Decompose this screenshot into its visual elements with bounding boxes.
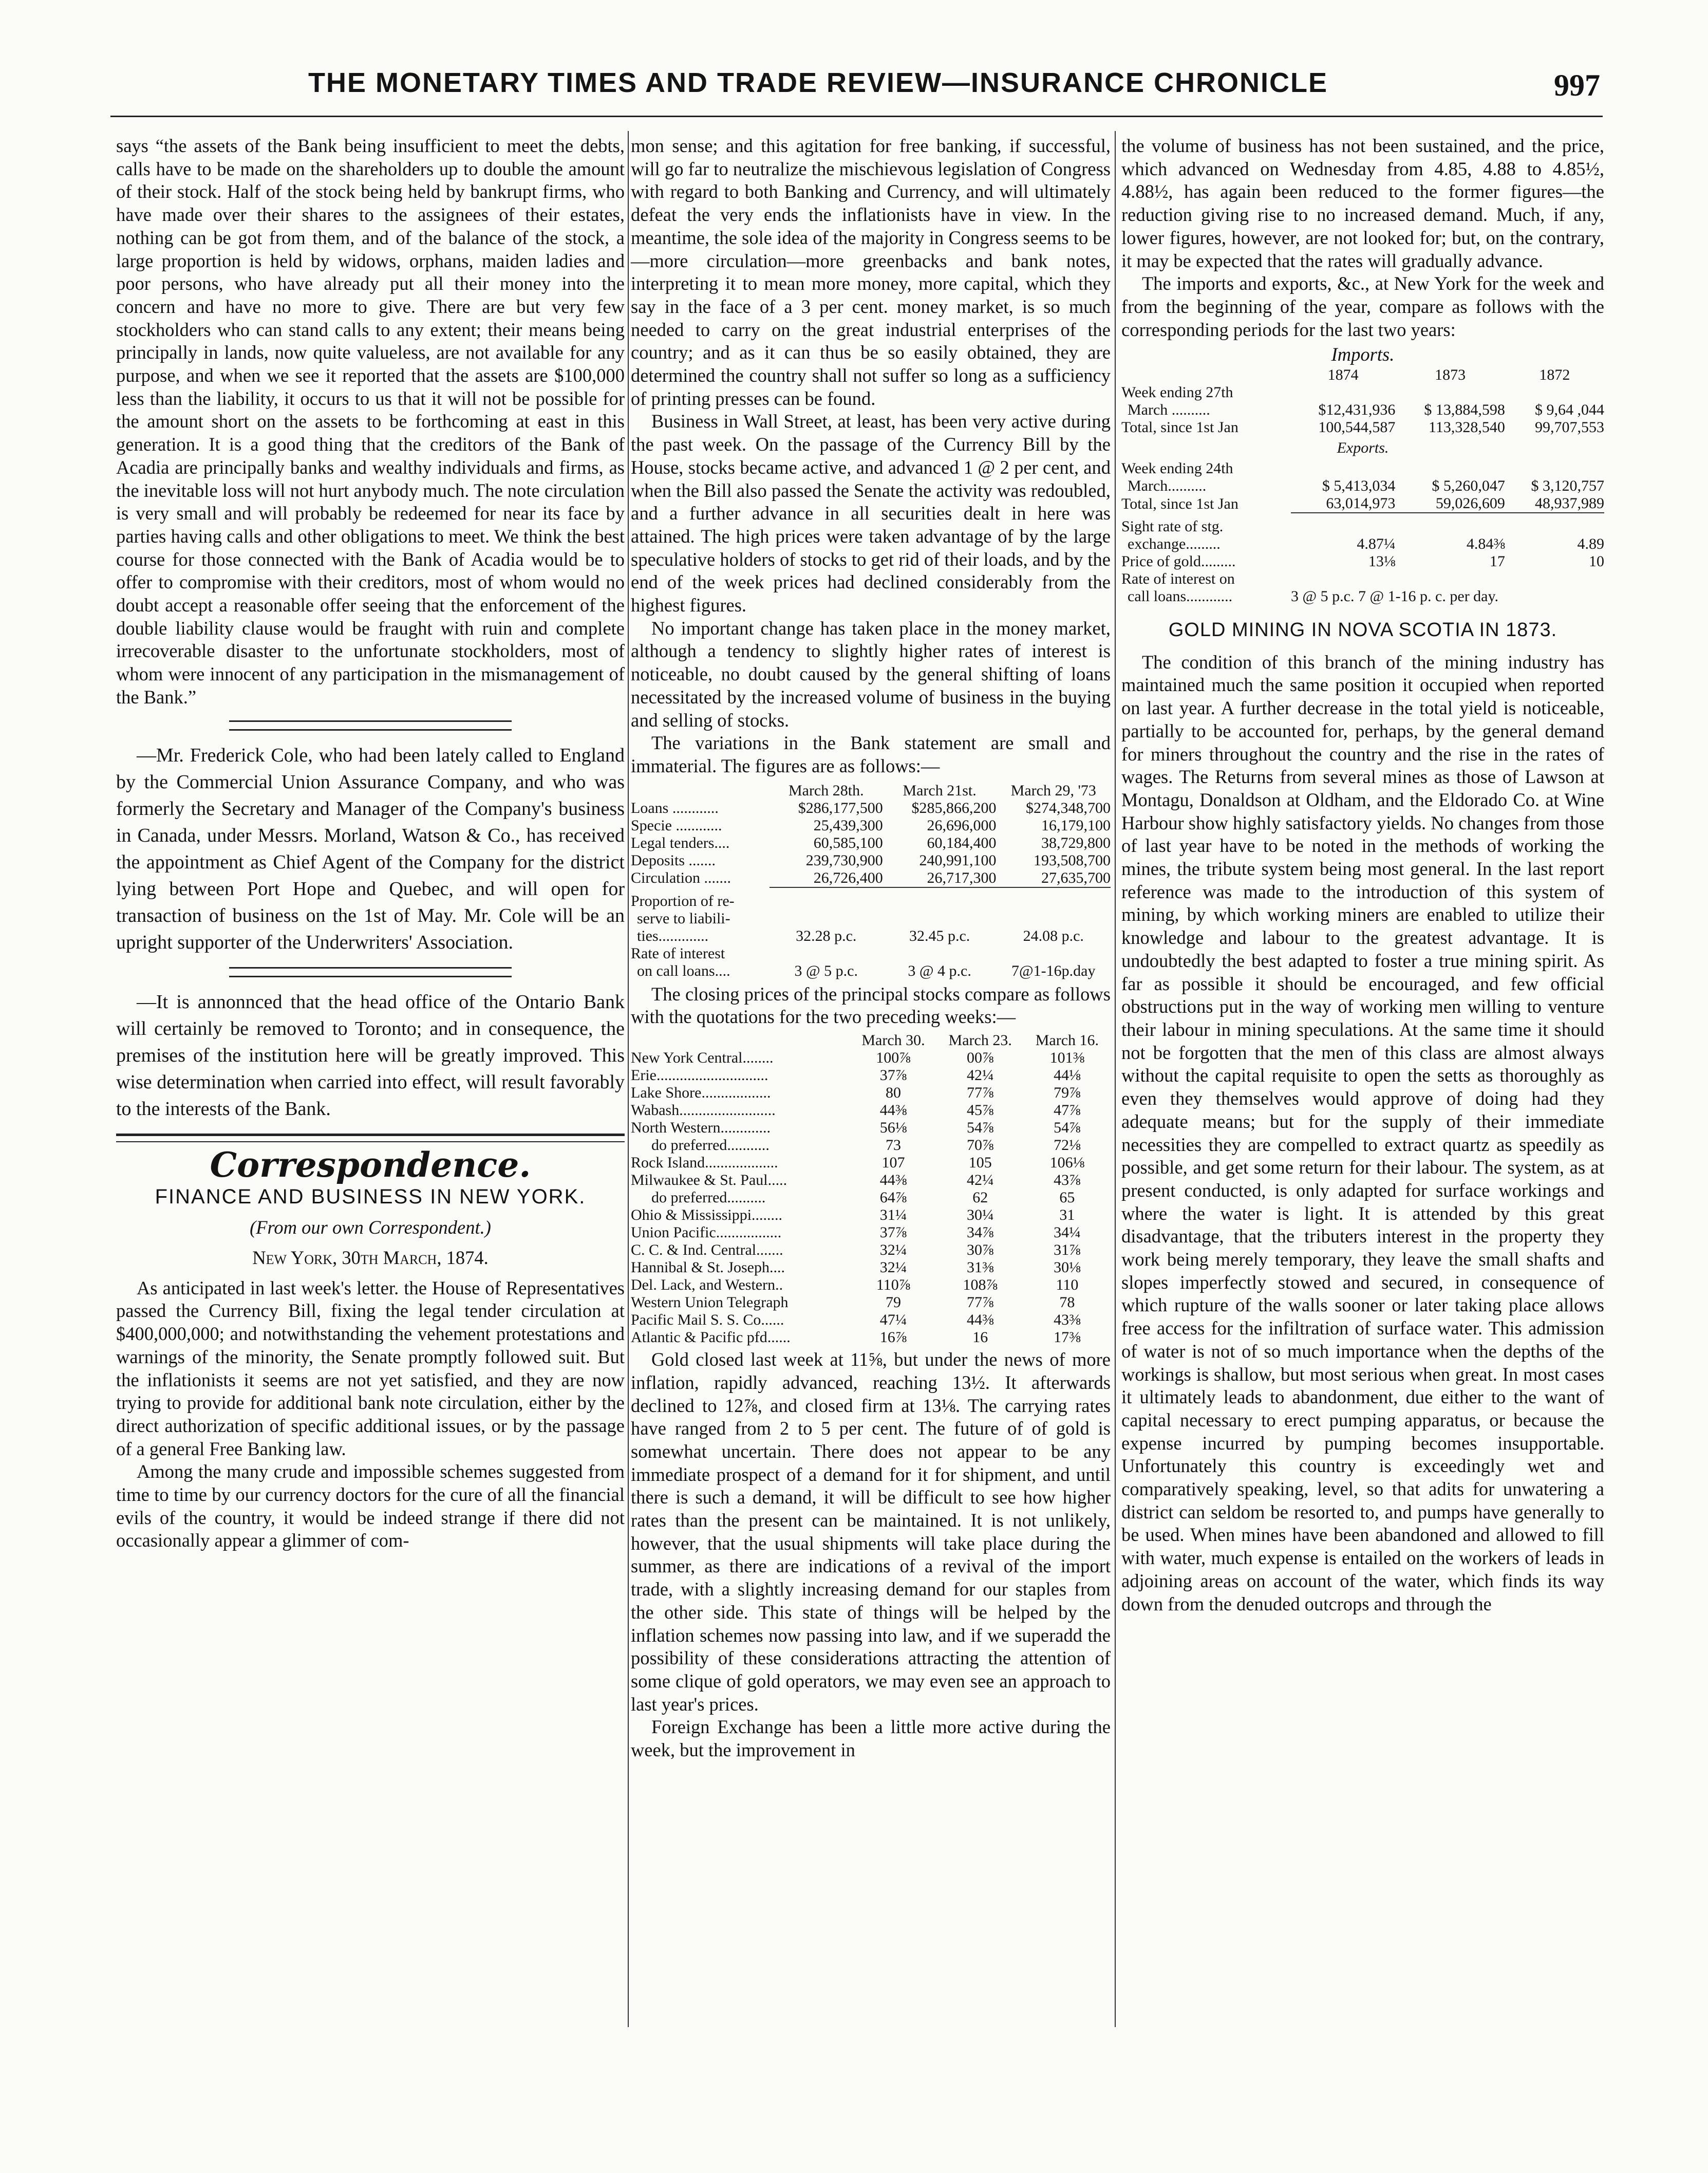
stock-price: 108⅞ — [963, 1276, 998, 1294]
row-label: Rate of interest on — [1121, 570, 1235, 588]
row-label: call loans............ — [1128, 588, 1233, 605]
table-cell: 24.08 p.c. — [1023, 927, 1084, 944]
table-cell: 7@1-16p.day — [1011, 962, 1096, 979]
table-cell: 240,991,100 — [919, 851, 997, 869]
stock-price: 79 — [886, 1294, 902, 1311]
stock-price: 62 — [972, 1189, 988, 1206]
table-cell: $ 3,120,757 — [1531, 477, 1604, 495]
column-header: 1873 — [1435, 366, 1466, 384]
table-cell: 239,730,900 — [805, 851, 883, 869]
row-label: ties............. — [637, 927, 709, 944]
column-3 — [1121, 135, 1604, 1615]
stock-price: 43⅜ — [1054, 1311, 1081, 1329]
stock-name: Rock Island................... — [631, 1154, 778, 1172]
column-divider — [1115, 131, 1116, 2027]
column-header: 1872 — [1539, 366, 1570, 384]
column-header: 1874 — [1327, 366, 1359, 384]
article-paragraph: —It is annonnced that the head office of the Ontario Bank will certainly be removed to Toronto; and in consequence, the premises of the institution here will be greatly improved. This wise determination when carried into effect, will result favorably to the interests of the Bank. — [116, 991, 625, 1120]
table-row — [631, 1241, 1111, 1259]
table-cell: 10 — [1589, 553, 1604, 570]
table-title: Exports. — [1337, 439, 1389, 457]
table-cell: $286,177,500 — [798, 799, 883, 816]
table-cell: 26,696,000 — [927, 816, 997, 834]
table-cell: 27,635,700 — [997, 869, 1111, 887]
table-cell: 16,179,100 — [1041, 816, 1111, 834]
stock-price: 31 — [1059, 1206, 1075, 1224]
table-row — [631, 834, 1111, 852]
table-row — [1121, 477, 1604, 495]
table-cell: 99,707,553 — [1535, 419, 1604, 436]
column-header: March 21st. — [903, 782, 977, 799]
column-1 — [116, 135, 625, 1552]
stock-price: 37⅞ — [879, 1224, 907, 1241]
table-cell: 26,726,400 — [769, 869, 883, 887]
stock-price: 47¼ — [879, 1311, 907, 1329]
stock-name: Wabash......................... — [631, 1102, 776, 1119]
stock-price: 101⅜ — [1049, 1049, 1085, 1067]
column-divider — [628, 131, 629, 2027]
stock-price: 106⅛ — [1049, 1154, 1085, 1172]
stock-price: 44⅜ — [879, 1172, 907, 1189]
stock-name: Hannibal & St. Joseph.... — [631, 1259, 785, 1276]
stock-price: 31⅜ — [966, 1259, 994, 1276]
table-row — [631, 852, 1111, 869]
row-label: serve to liabili- — [637, 909, 730, 927]
stock-price: 79⅞ — [1054, 1084, 1081, 1102]
stock-price: 16 — [972, 1329, 988, 1346]
table-cell: $ 5,413,034 — [1322, 477, 1396, 495]
table-cell: 60,585,100 — [813, 834, 883, 851]
stock-name: Western Union Telegraph — [631, 1294, 789, 1311]
stock-name: Atlantic & Pacific pfd...... — [631, 1329, 791, 1346]
stock-price: 17⅜ — [1054, 1329, 1081, 1346]
table-cell: 3 @ 5 p.c. 7 @ 1-16 p. c. per day. — [1291, 588, 1499, 605]
table-row — [1121, 401, 1604, 419]
row-label: March .......... — [1128, 401, 1210, 419]
table-cell: 17 — [1489, 553, 1505, 570]
article-title: GOLD MINING IN NOVA SCOTIA IN 1873. — [1168, 619, 1557, 641]
stock-price: 73 — [886, 1137, 902, 1154]
stock-name: Lake Shore.................. — [631, 1084, 771, 1102]
table-row — [1121, 419, 1604, 436]
row-label: Total, since 1st Jan — [1121, 495, 1238, 512]
stock-price: 110⅞ — [876, 1276, 911, 1294]
article-paragraph: —Mr. Frederick Cole, who had been lately called to England by the Commercial Union Assurance Company, and who was formerly the Secretary and Manager of the Company's business in Canada, under Messrs. Morland, Watson & Co., has received the appointment as Chief Agent of the Company for the district lying between Port Hope and Quebec, and will open for transaction of business on the 1st of May. Mr. Cole will be an upright supporter of the Underwriters' Association. — [116, 744, 625, 953]
stock-name: Union Pacific................. — [631, 1224, 782, 1241]
section-rule — [229, 720, 512, 731]
row-label: Deposits ....... — [631, 851, 716, 869]
row-label: Rate of interest — [631, 944, 725, 962]
stock-name: do preferred.......... — [651, 1189, 766, 1206]
dateline: New York, 30th March, 1874. — [252, 1247, 489, 1268]
stock-price: 00⅞ — [966, 1049, 994, 1067]
table-cell: 13⅛ — [1368, 553, 1396, 570]
table-cell: $274,348,700 — [1026, 799, 1111, 816]
table-cell: 4.89 — [1577, 535, 1604, 553]
table-cell: $ 5,260,047 — [1432, 477, 1505, 495]
table-row — [631, 1189, 1111, 1206]
table-row — [631, 1294, 1111, 1311]
stock-price: 77⅞ — [966, 1084, 994, 1102]
row-label: Loans ............ — [631, 799, 719, 816]
table-row — [631, 1137, 1111, 1154]
stock-price: 34⅞ — [966, 1224, 994, 1241]
stock-price: 64⅞ — [879, 1189, 907, 1206]
section-heading: Correspondence. — [210, 1144, 531, 1185]
stock-name: Milwaukee & St. Paul..... — [631, 1172, 787, 1189]
stock-price: 77⅞ — [966, 1294, 994, 1311]
stock-price: 16⅞ — [879, 1329, 907, 1346]
stock-price: 70⅞ — [966, 1137, 994, 1154]
imports-exports-table — [1121, 366, 1604, 605]
table-row — [631, 1084, 1111, 1102]
stock-name: Del. Lack, and Western.. — [631, 1276, 783, 1294]
stock-price: 31⅞ — [1054, 1241, 1081, 1259]
column-header: March 28th. — [788, 782, 864, 799]
stock-price: 78 — [1059, 1294, 1075, 1311]
column-header: March 30. — [861, 1032, 925, 1049]
row-label: March.......... — [1128, 477, 1207, 495]
bank-statement-table — [631, 782, 1111, 980]
stock-name: Erie............................. — [631, 1067, 768, 1084]
table-cell: 38,729,800 — [1041, 834, 1111, 851]
row-label: Price of gold......... — [1121, 553, 1236, 570]
table-cell: 113,328,540 — [1428, 419, 1505, 436]
table-cell: 25,439,300 — [813, 816, 883, 834]
table-row — [631, 1172, 1111, 1189]
stock-price: 110 — [1056, 1276, 1079, 1294]
stock-price: 100⅞ — [876, 1049, 911, 1067]
article-paragraph: The closing prices of the principal stocks compare as follows with the quotations for the two preceding weeks:— — [631, 983, 1111, 1028]
table-cell: 63,014,973 — [1291, 495, 1395, 513]
stock-price: 105 — [968, 1154, 992, 1172]
table-cell: $ 9,64 ,044 — [1535, 401, 1604, 419]
table-row — [1121, 588, 1604, 605]
table-title: Imports. — [1331, 344, 1395, 365]
table-row — [631, 1311, 1111, 1329]
stock-price: 44⅜ — [879, 1102, 907, 1119]
row-label: Week ending 24th — [1121, 460, 1233, 477]
stock-price: 30¼ — [966, 1206, 994, 1224]
article-paragraph: Gold closed last week at 11⅝, but under the news of more inflation, rapidly advanced, reaching 13½. It afterwards declined to 12⅞, and closed firm at 13⅛. The carrying rates have ranged from 2 to 5 per cent. The future of of gold is somewhat uncertain. There does not appear to be any immediate prospect of a demand for it for shipment, and until there is such a demand, it will be difficult to see how higher rates than the present can be maintained. It is not unlikely, however, that the usual shipments will take place during the summer, as there are indications of a revival of the import trade, with a slightly increasing demand for our staples from the other side. This state of things will be helped by the inflation schemes now passing into law, and if we superadd the possibility of these considerations attracting the attention of some clique of gold operators, we may even see an approach to last year's prices. — [631, 1349, 1111, 1715]
section-rule — [229, 967, 512, 977]
stock-price: 30⅞ — [966, 1241, 994, 1259]
table-cell: 100,544,587 — [1318, 419, 1396, 436]
stock-price: 107 — [881, 1154, 905, 1172]
article-paragraph: The variations in the Bank statement are small and immaterial. The figures are as follows:— — [631, 732, 1111, 776]
stock-price: 44⅜ — [966, 1311, 994, 1329]
stock-name: C. C. & Ind. Central....... — [631, 1241, 783, 1259]
table-row — [1121, 535, 1604, 553]
table-row — [631, 1276, 1111, 1294]
table-cell: $12,431,936 — [1318, 401, 1396, 419]
table-cell: 32.45 p.c. — [909, 927, 970, 944]
stock-price: 45⅞ — [966, 1102, 994, 1119]
article-title: FINANCE AND BUSINESS IN NEW YORK. — [155, 1185, 586, 1209]
article-paragraph: Foreign Exchange has been a little more active during the week, but the improvement in — [631, 1716, 1111, 1761]
table-cell: 3 @ 4 p.c. — [908, 962, 971, 979]
article-paragraph: As anticipated in last week's letter. the House of Representatives passed the Currency Bill, fixing the legal tender circulation at $400,000,000; and notwithstanding the vehement protestations and warnings of the minority, the Senate promptly followed suit. But the inflationists it seems are not yet satisfied, and they are now trying to provide for additional bank note circulation, either by the direct authorization of specific additional issues, or by the passage of a general Free Banking law. — [116, 1277, 625, 1459]
column-header: March 29, '73 — [1010, 782, 1096, 799]
stock-price: 31¼ — [879, 1206, 907, 1224]
stock-name: do preferred........... — [651, 1137, 769, 1154]
column-2 — [631, 135, 1111, 1762]
article-paragraph: Business in Wall Street, at least, has been very active during the past week. On the passage of the Currency Bill by the House, stocks became active, and advanced 1 @ 2 per cent, and when the Bill also passed the Senate the activity was redoubled, and a further advance in all securities dealt in here was attained. The high prices were taken advantage of by the large speculative holders of stocks to get rid of their loads, and by the end of the week prices had declined considerably from the highest figures. — [631, 411, 1111, 616]
table-row — [631, 962, 1111, 980]
table-row — [631, 1119, 1111, 1137]
table-cell: 4.84⅜ — [1466, 535, 1505, 553]
table-cell: $285,866,200 — [911, 799, 997, 816]
stock-name: Pacific Mail S. S. Co...... — [631, 1311, 784, 1329]
row-label: Specie ............ — [631, 816, 722, 834]
table-row — [1121, 495, 1604, 513]
stock-price: 47⅞ — [1054, 1102, 1081, 1119]
row-label: exchange......... — [1128, 535, 1221, 553]
row-label: Legal tenders.... — [631, 834, 730, 851]
table-row — [631, 1329, 1111, 1346]
stock-price: 42¼ — [966, 1172, 994, 1189]
article-paragraph: Among the many crude and impossible schemes suggested from time to time by our currency doctors for the cure of all the financial evils of the country, it would be indeed strange if there did not occasionally appear a glimmer of com- — [116, 1461, 625, 1551]
table-cell: 59,026,609 — [1395, 495, 1505, 513]
stock-price: 56⅛ — [879, 1119, 907, 1137]
column-header: March 16. — [1035, 1032, 1099, 1049]
header-rule — [110, 116, 1603, 117]
article-paragraph: No important change has taken place in the money market, although a tendency to slightly higher rates of interest is noticeable, no doubt caused by the general shifting of loans necessitated by the increased volume of business in the buying and selling of stocks. — [631, 617, 1111, 731]
table-row — [631, 1206, 1111, 1224]
article-paragraph: says “the assets of the Bank being insufficient to meet the debts, calls have to be made on the shareholders up to double the amount of their stock. Half of the stock being held by bankrupt firms, who have made over their shares to the assignees of their estates, nothing can be got from them, and of the balance of the stock, a large proportion is held by widows, orphans, maiden ladies and poor persons, who have already put all their money into the concern and have no more to give. There are but very few stockholders who can stand calls to any extent; their means being principally in lands, now quite valueless, are not available for any purpose, and when we see it reported that the assets are $100,000 less than the liability, it occurs to us that it will not be possible for the amount short on the assets to be forthcoming at east in this generation. It is a good thing that the creditors of the Bank of Acadia are principally banks and wealthy individuals and firms, as the inevitable loss will not hurt anybody much. The note circulation is very small and will probably be redeemed for near its face by parties having calls and other obligations to meet. We think the best course for those connected with the Bank of Acadia would be to offer to compromise with their creditors, most of whom would no doubt accept a reasonable offer seeing that the enforcement of the double liability clause would be fraught with ruin and complete irrecoverable disaster to the unfortunate stockholders, most of whom were innocent of any participation in the mismanagement of the Bank.” — [116, 135, 625, 708]
row-label: on call loans.... — [637, 962, 730, 979]
stock-price: 80 — [886, 1084, 902, 1102]
table-row — [631, 1224, 1111, 1241]
article-paragraph: the volume of business has not been sustained, and the price, which advanced on Wednesday from 4.85, 4.88 to 4.85½, 4.88½, has again been reduced to the former figures—the reduction giving rise to no increased demand. Much, if any, lower figures, however, are not looked for; but, on the contrary, it may be expected that the rates will gradually advance. — [1121, 135, 1604, 271]
table-row — [631, 1049, 1111, 1067]
table-cell: 60,184,400 — [927, 834, 997, 851]
table-row — [1121, 553, 1604, 570]
table-row — [631, 1259, 1111, 1276]
table-cell: 3 @ 5 p.c. — [794, 962, 858, 979]
stock-name: Ohio & Mississippi........ — [631, 1206, 783, 1224]
table-cell: $ 13,884,598 — [1424, 401, 1505, 419]
table-row — [631, 1067, 1111, 1084]
table-cell: 48,937,989 — [1505, 495, 1604, 513]
stock-price: 30⅛ — [1054, 1259, 1081, 1276]
stock-price: 72⅛ — [1054, 1137, 1081, 1154]
table-cell: 32.28 p.c. — [796, 927, 857, 944]
stock-price: 44⅛ — [1054, 1067, 1081, 1084]
table-row — [631, 817, 1111, 834]
row-label: Sight rate of stg. — [1121, 518, 1224, 535]
page-number: 997 — [1554, 68, 1600, 102]
stock-price: 54⅞ — [1054, 1119, 1081, 1137]
table-cell: 193,508,700 — [1034, 851, 1111, 869]
row-label: Proportion of re- — [631, 892, 735, 909]
table-row — [631, 927, 1111, 945]
table-row — [631, 800, 1111, 817]
stock-name: North Western............. — [631, 1119, 771, 1137]
stock-price: 34¼ — [1054, 1224, 1081, 1241]
stock-name: New York Central........ — [631, 1049, 774, 1067]
stock-price: 65 — [1059, 1189, 1075, 1206]
table-cell: 4.87¼ — [1357, 535, 1396, 553]
stock-price: 32¼ — [879, 1259, 907, 1276]
stock-price: 43⅞ — [1054, 1172, 1081, 1189]
running-header: THE MONETARY TIMES AND TRADE REVIEW—INSURANCE CHRONICLE — [308, 67, 1328, 98]
stock-prices-table — [631, 1032, 1111, 1346]
stock-price: 32¼ — [879, 1241, 907, 1259]
row-label: Total, since 1st Jan — [1121, 419, 1238, 436]
table-row — [631, 1102, 1111, 1119]
stock-price: 37⅞ — [879, 1067, 907, 1084]
article-paragraph: mon sense; and this agitation for free banking, if successful, will go far to neutralize the mischievous legislation of Congress with regard to both Banking and Currency, and will ultimately defeat the very ends the inflationists have in view. In the meantime, the sole idea of the majority in Congress seems to be—more circulation—more greenbacks and bank notes, interpreting it to mean more money, more capital, which they say in the face of a 3 per cent. money market, is so much needed to carry on the great industrial enterprises of the country; and as it can thus be so easily obtained, they are determined the country shall not suffer so long as a sufficiency of printing presses can be found. — [631, 135, 1111, 409]
table-row — [631, 869, 1111, 887]
section-rule — [116, 1134, 625, 1142]
article-paragraph: The imports and exports, &c., at New York for the week and from the beginning of the year, compare as follows with the corresponding periods for the last two years: — [1121, 273, 1604, 340]
table-row — [631, 1154, 1111, 1172]
article-paragraph: The condition of this branch of the mining industry has maintained much the same position it occupied when reported on last year. A further decrease in the total yield is noticeable, partially to be accounted for, perhaps, by the general demand for miners throughout the country and the rise in the rates of wages. The Returns from several mines as those of Lawson at Montagu, Donaldson at Oldham, and the Eldorado Co. at Wine Harbour show highly satisfactory yields. No changes from those of last year have to be noted in the methods of working the mines, the tribute system being most general. In the last report reference was made to the introduction of this system of mining, by which working miners are enabled to utilize their knowledge and labour to the greatest advantage. It is undoubtedly the best adapted to foster a true mining spirit. As far as possible it should be encouraged, and few official obstructions put in the way of working men willing to venture their labour in mining speculations. At the same time it should not be forgotten that the men of this class are almost always without the capital requisite to open the setts as thoroughly as even they themselves would approve of doing had they adequate means; but for the supply of their immediate necessities they are compelled to extract quartz as speedily as possible, and get some return for their labour. The system, as at present conducted, is only adapted for surface workings and where the water is light. It is attended by this great disadvantage, that the tributers interest in the property they work being merely temporary, they leave the small shafts and slopes imperfectly stowed and secured, in consequence of which rupture of the walls sooner or later taking place allows free access for the infiltration of surface water. This admission of water is not of so much importance when the depths of the workings is shallow, but most serious when great. In most cases it ultimately leads to abandonment, due either to the want of capital necessary to erect pumping apparatus, or because the expense incurred by pumping becomes insupportable. Unfortunately this country is exceedingly wet and comparatively speaking, level, so that adits for unwatering a district can seldom be resorted to, and pumps have generally to be used. When mines have been abandoned and allowed to fill with water, much expense is entailed on the workers of leads in adjoining areas on account of the water, which finds its way down from the denuded outcrops and through the — [1121, 651, 1604, 1614]
stock-price: 54⅞ — [966, 1119, 994, 1137]
row-label: Circulation ....... — [631, 869, 731, 887]
table-cell: 26,717,300 — [883, 869, 997, 887]
byline: (From our own Correspondent.) — [250, 1217, 491, 1238]
column-header: March 23. — [948, 1032, 1012, 1049]
stock-price: 42¼ — [966, 1067, 994, 1084]
row-label: Week ending 27th — [1121, 384, 1233, 401]
